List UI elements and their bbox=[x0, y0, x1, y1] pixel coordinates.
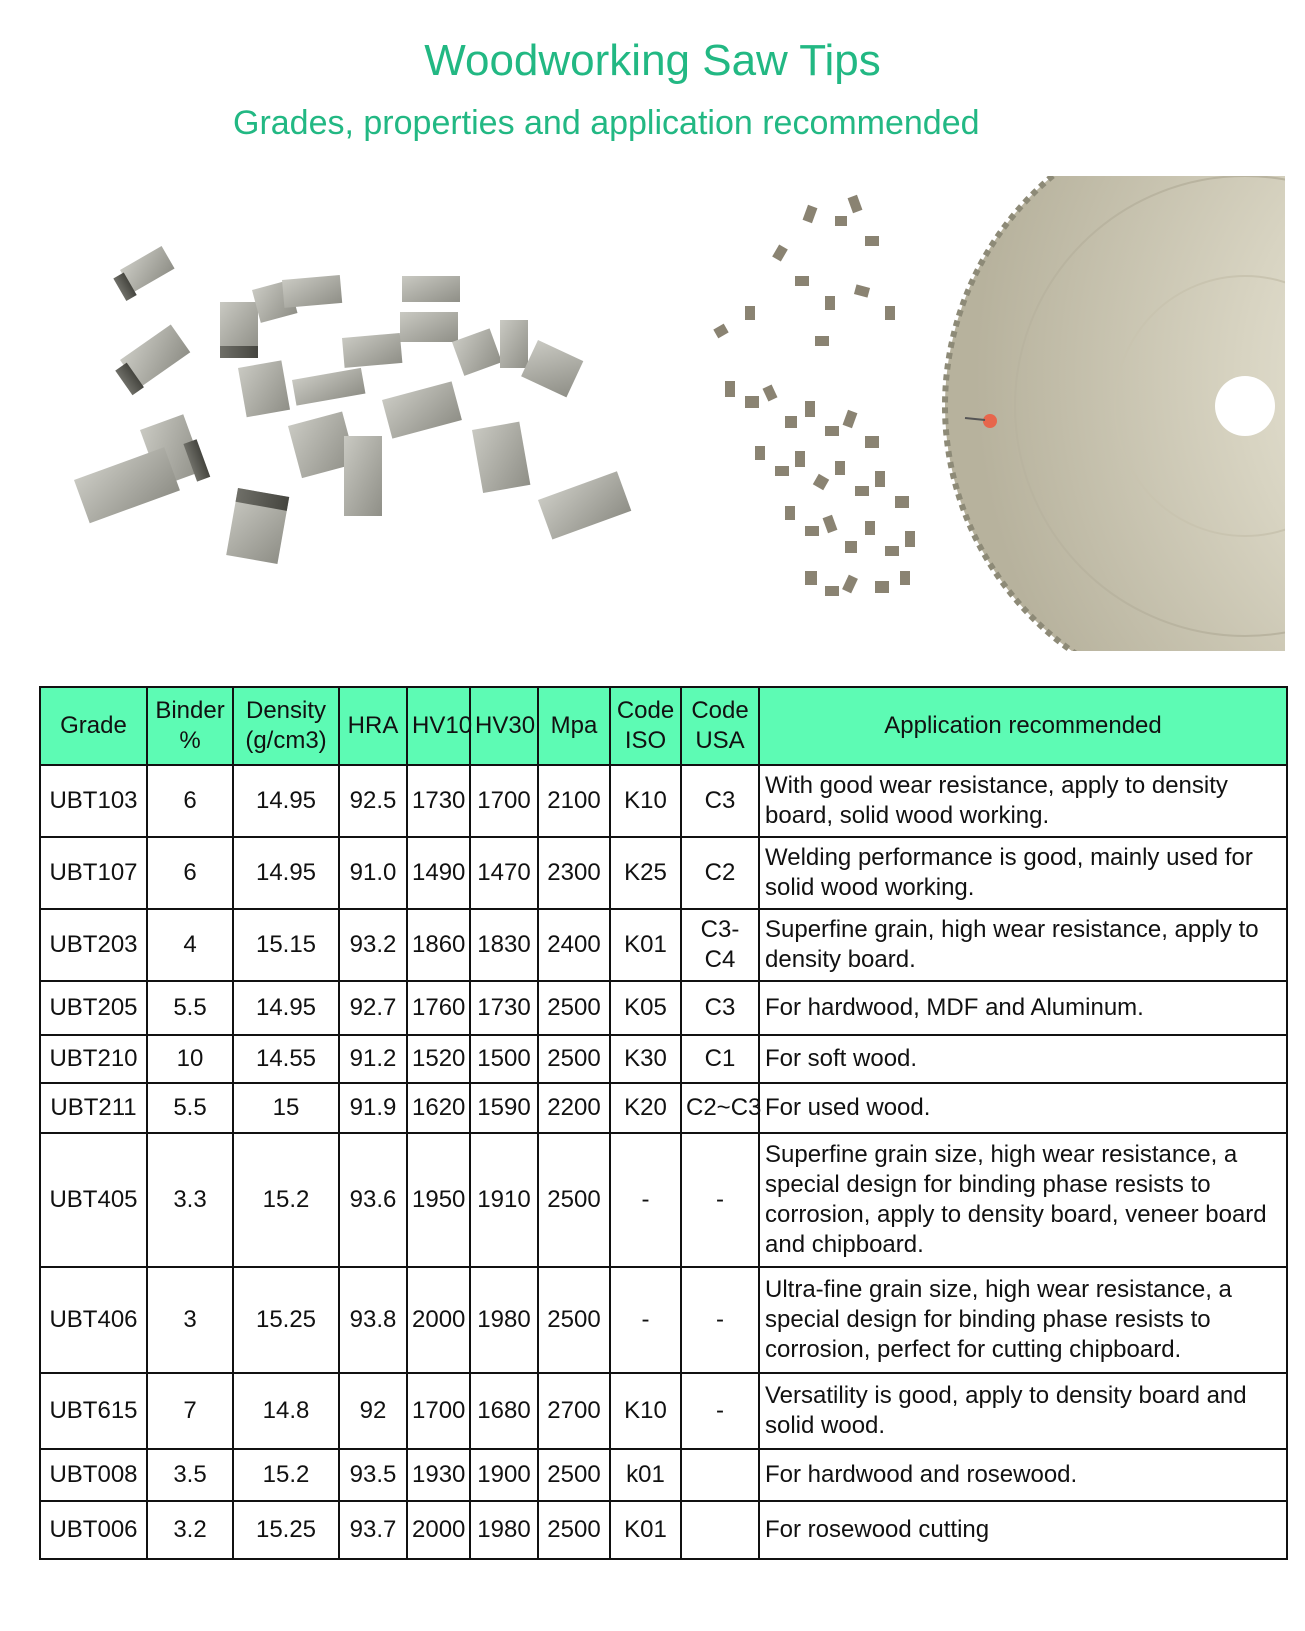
table-row bbox=[40, 981, 1287, 1035]
cell-code-usa: C3-C4 bbox=[681, 909, 759, 981]
cell-grade: UBT205 bbox=[40, 981, 147, 1035]
cell-binder: 3.3 bbox=[147, 1133, 233, 1267]
cell-binder: 3.2 bbox=[147, 1501, 233, 1559]
cell-application: Superfine grain size, high wear resistance, a special design for binding phase resists to corrosion, apply to density board, veneer board and chipboard. bbox=[759, 1133, 1287, 1267]
cell-density: 15.25 bbox=[233, 1501, 339, 1559]
cell-grade: UBT406 bbox=[40, 1267, 147, 1373]
cell-grade: UBT008 bbox=[40, 1449, 147, 1501]
cell-hv30: 1830 bbox=[470, 909, 538, 981]
cell-mpa: 2500 bbox=[538, 1267, 610, 1373]
cell-code-iso: K30 bbox=[610, 1035, 681, 1083]
cell-binder: 5.5 bbox=[147, 1083, 233, 1133]
cell-hv30: 1500 bbox=[470, 1035, 538, 1083]
cell-density: 15 bbox=[233, 1083, 339, 1133]
cell-hra: 92.7 bbox=[339, 981, 407, 1035]
cell-code-usa: - bbox=[681, 1373, 759, 1449]
cell-code-usa: C1 bbox=[681, 1035, 759, 1083]
header-grade: Grade bbox=[40, 687, 147, 765]
cell-hv10: 1700 bbox=[407, 1373, 470, 1449]
cell-hv30: 1590 bbox=[470, 1083, 538, 1133]
cell-hv30: 1900 bbox=[470, 1449, 538, 1501]
cell-hv10: 1950 bbox=[407, 1133, 470, 1267]
cell-density: 14.55 bbox=[233, 1035, 339, 1083]
cell-hv10: 2000 bbox=[407, 1267, 470, 1373]
cell-hv10: 2000 bbox=[407, 1501, 470, 1559]
cell-mpa: 2500 bbox=[538, 1133, 610, 1267]
cell-binder: 3 bbox=[147, 1267, 233, 1373]
cell-hv10: 1490 bbox=[407, 837, 470, 909]
cell-mpa: 2400 bbox=[538, 909, 610, 981]
cell-hra: 93.8 bbox=[339, 1267, 407, 1373]
cell-hv30: 1910 bbox=[470, 1133, 538, 1267]
cell-grade: UBT615 bbox=[40, 1373, 147, 1449]
table-row bbox=[40, 909, 1287, 981]
cell-application: Welding performance is good, mainly used for solid wood working. bbox=[759, 837, 1287, 909]
cell-binder: 7 bbox=[147, 1373, 233, 1449]
cell-code-usa bbox=[681, 1449, 759, 1501]
table-row bbox=[40, 1501, 1287, 1559]
cell-grade: UBT203 bbox=[40, 909, 147, 981]
cell-hra: 91.2 bbox=[339, 1035, 407, 1083]
carbide-saw-tips-photo bbox=[60, 230, 670, 630]
cell-hv10: 1860 bbox=[407, 909, 470, 981]
cell-hv10: 1620 bbox=[407, 1083, 470, 1133]
cell-hra: 91.9 bbox=[339, 1083, 407, 1133]
cell-application: Versatility is good, apply to density board and solid wood. bbox=[759, 1373, 1287, 1449]
header-application: Application recommended bbox=[759, 687, 1287, 765]
cell-hra: 92 bbox=[339, 1373, 407, 1449]
saw-blade bbox=[935, 176, 1285, 651]
cell-hv30: 1470 bbox=[470, 837, 538, 909]
cell-code-iso: - bbox=[610, 1267, 681, 1373]
cell-grade: UBT405 bbox=[40, 1133, 147, 1267]
cell-hv10: 1930 bbox=[407, 1449, 470, 1501]
cell-code-iso: K25 bbox=[610, 837, 681, 909]
cell-application: For rosewood cutting bbox=[759, 1501, 1287, 1559]
cell-code-usa: C3 bbox=[681, 765, 759, 837]
cell-hra: 93.7 bbox=[339, 1501, 407, 1559]
cell-hv30: 1730 bbox=[470, 981, 538, 1035]
tip-group bbox=[74, 246, 631, 564]
cell-grade: UBT103 bbox=[40, 765, 147, 837]
header-mpa: Mpa bbox=[538, 687, 610, 765]
cell-grade: UBT211 bbox=[40, 1083, 147, 1133]
cell-code-usa: C3 bbox=[681, 981, 759, 1035]
cell-application: With good wear resistance, apply to density board, solid wood working. bbox=[759, 765, 1287, 837]
scattered-tips bbox=[713, 195, 915, 596]
cell-code-iso: K20 bbox=[610, 1083, 681, 1133]
header-hra: HRA bbox=[339, 687, 407, 765]
cell-grade: UBT210 bbox=[40, 1035, 147, 1083]
cell-density: 14.8 bbox=[233, 1373, 339, 1449]
cell-application: For used wood. bbox=[759, 1083, 1287, 1133]
cell-hra: 93.5 bbox=[339, 1449, 407, 1501]
cell-hv30: 1680 bbox=[470, 1373, 538, 1449]
table-row bbox=[40, 1083, 1287, 1133]
header-code-iso: Code ISO bbox=[610, 687, 681, 765]
cell-hv30: 1980 bbox=[470, 1501, 538, 1559]
table-row bbox=[40, 1449, 1287, 1501]
cell-code-usa: - bbox=[681, 1133, 759, 1267]
cell-code-usa: C2 bbox=[681, 837, 759, 909]
cell-hv30: 1980 bbox=[470, 1267, 538, 1373]
cell-density: 15.2 bbox=[233, 1449, 339, 1501]
cell-application: For hardwood and rosewood. bbox=[759, 1449, 1287, 1501]
cell-mpa: 2100 bbox=[538, 765, 610, 837]
cell-density: 15.15 bbox=[233, 909, 339, 981]
cell-code-usa: - bbox=[681, 1267, 759, 1373]
cell-density: 15.25 bbox=[233, 1267, 339, 1373]
cell-mpa: 2500 bbox=[538, 981, 610, 1035]
cell-density: 14.95 bbox=[233, 765, 339, 837]
cell-hv30: 1700 bbox=[470, 765, 538, 837]
cell-hv10: 1730 bbox=[407, 765, 470, 837]
cell-hv10: 1520 bbox=[407, 1035, 470, 1083]
cell-application: Ultra-fine grain size, high wear resistance, a special design for binding phase resists to corrosion, perfect for cutting chipboard. bbox=[759, 1267, 1287, 1373]
cell-mpa: 2300 bbox=[538, 837, 610, 909]
cell-grade: UBT107 bbox=[40, 837, 147, 909]
cell-hra: 91.0 bbox=[339, 837, 407, 909]
cell-binder: 4 bbox=[147, 909, 233, 981]
cell-code-usa bbox=[681, 1501, 759, 1559]
cell-binder: 3.5 bbox=[147, 1449, 233, 1501]
header-hv10: HV10 bbox=[407, 687, 470, 765]
table-row bbox=[40, 765, 1287, 837]
cell-hv10: 1760 bbox=[407, 981, 470, 1035]
page-title: Woodworking Saw Tips bbox=[424, 36, 881, 85]
header-density: Density (g/cm3) bbox=[233, 687, 339, 765]
header-code-usa: Code USA bbox=[681, 687, 759, 765]
cell-mpa: 2500 bbox=[538, 1501, 610, 1559]
cell-code-iso: K10 bbox=[610, 765, 681, 837]
cell-code-iso: k01 bbox=[610, 1449, 681, 1501]
table-row bbox=[40, 1373, 1287, 1449]
cell-mpa: 2200 bbox=[538, 1083, 610, 1133]
grades-table bbox=[39, 686, 1288, 1560]
cell-binder: 6 bbox=[147, 765, 233, 837]
cell-application: Superfine grain, high wear resistance, apply to density board. bbox=[759, 909, 1287, 981]
cell-hra: 93.2 bbox=[339, 909, 407, 981]
cell-binder: 10 bbox=[147, 1035, 233, 1083]
page-subtitle: Grades, properties and application recommended bbox=[233, 104, 980, 142]
cell-code-iso: K05 bbox=[610, 981, 681, 1035]
table-row bbox=[40, 1035, 1287, 1083]
cell-hra: 93.6 bbox=[339, 1133, 407, 1267]
cell-hra: 92.5 bbox=[339, 765, 407, 837]
table-row bbox=[40, 1267, 1287, 1373]
cell-application: For soft wood. bbox=[759, 1035, 1287, 1083]
cell-code-iso: K01 bbox=[610, 1501, 681, 1559]
header-hv30: HV30 bbox=[470, 687, 538, 765]
cell-mpa: 2700 bbox=[538, 1373, 610, 1449]
cell-grade: UBT006 bbox=[40, 1501, 147, 1559]
cell-code-iso: - bbox=[610, 1133, 681, 1267]
table-header-row bbox=[40, 687, 1287, 765]
cell-density: 14.95 bbox=[233, 981, 339, 1035]
cell-binder: 6 bbox=[147, 837, 233, 909]
table-row bbox=[40, 1133, 1287, 1267]
cell-code-iso: K10 bbox=[610, 1373, 681, 1449]
header-binder: Binder % bbox=[147, 687, 233, 765]
cell-mpa: 2500 bbox=[538, 1449, 610, 1501]
cell-density: 14.95 bbox=[233, 837, 339, 909]
saw-blade-with-tips-photo bbox=[685, 176, 1285, 651]
cell-density: 15.2 bbox=[233, 1133, 339, 1267]
cell-application: For hardwood, MDF and Aluminum. bbox=[759, 981, 1287, 1035]
cell-code-usa: C2~C3 bbox=[681, 1083, 759, 1133]
cell-binder: 5.5 bbox=[147, 981, 233, 1035]
cell-code-iso: K01 bbox=[610, 909, 681, 981]
cell-mpa: 2500 bbox=[538, 1035, 610, 1083]
table-row bbox=[40, 837, 1287, 909]
